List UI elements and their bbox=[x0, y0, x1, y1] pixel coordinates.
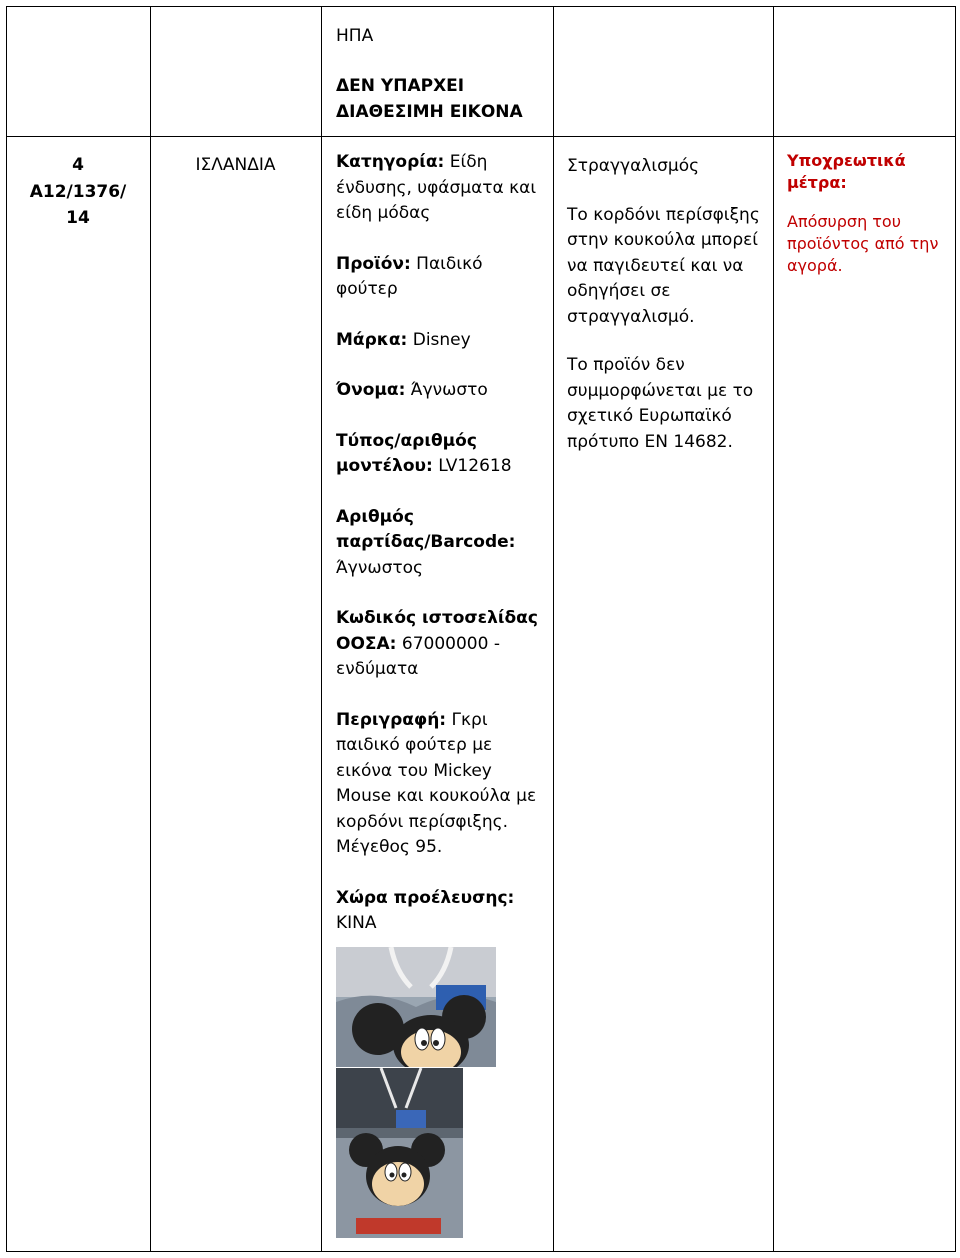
category-field bbox=[336, 150, 546, 227]
batch-field bbox=[336, 505, 546, 582]
batch-value: Άγνωστος bbox=[336, 557, 423, 578]
name-value: Άγνωστο bbox=[410, 380, 488, 400]
product-label: Προϊόν: bbox=[336, 253, 411, 274]
column-divider bbox=[773, 6, 774, 1252]
origin-value: ΚΙΝΑ bbox=[336, 913, 377, 933]
origin-label: Χώρα προέλευσης: bbox=[336, 887, 515, 908]
model-field bbox=[336, 429, 546, 480]
measures-value: Απόσυρση του προϊόντος από την αγορά. bbox=[787, 212, 939, 275]
table-border-bottom bbox=[6, 1251, 956, 1252]
entry-reference-line2: 14 bbox=[66, 208, 90, 228]
no-image-notice-line1: ΔΕΝ ΥΠΑΡΧΕΙ bbox=[336, 76, 465, 96]
product-photo-front bbox=[336, 1068, 463, 1238]
brand-value: Disney bbox=[412, 329, 471, 350]
model-value: LV12618 bbox=[438, 456, 512, 476]
row-divider bbox=[6, 136, 956, 137]
top-row-country: ΗΠΑ bbox=[336, 26, 374, 46]
measures-section bbox=[787, 150, 949, 277]
brand-label: Μάρκα: bbox=[336, 329, 408, 350]
category-label: Κατηγορία: bbox=[336, 152, 445, 172]
batch-label: Αριθμός παρτίδας/Barcode: bbox=[336, 506, 516, 552]
category-value: Είδη ένδυσης, υφάσματα και είδη μόδας bbox=[336, 152, 537, 223]
column-divider bbox=[553, 6, 554, 1252]
name-field bbox=[336, 378, 546, 404]
origin-field bbox=[336, 886, 546, 937]
table-border-right bbox=[955, 6, 956, 1252]
risk-detail: Το κορδόνι περίσφιξης στην κουκούλα μπορεί να παγιδευτεί και να οδηγήσει σε στραγγαλισμό. bbox=[567, 204, 760, 327]
no-image-notice-line2: ΔΙΑΘΕΣΙΜΗ ΕΙΚΟΝΑ bbox=[336, 102, 523, 122]
column-divider bbox=[321, 6, 322, 1252]
product-field bbox=[336, 252, 546, 303]
table-border-top bbox=[6, 6, 956, 7]
photo-hood-drawing bbox=[336, 947, 496, 1067]
product-value: Παιδικό φούτερ bbox=[336, 253, 483, 299]
oecd-field bbox=[336, 606, 546, 683]
risk-section bbox=[567, 154, 763, 455]
oecd-value: 67000000 - ενδύματα bbox=[336, 633, 500, 679]
brand-field bbox=[336, 328, 546, 354]
risk-type: Στραγγαλισμός bbox=[567, 156, 700, 176]
entry-number: 4 bbox=[72, 155, 84, 175]
measures-label: Υποχρεωτικά μέτρα: bbox=[787, 151, 906, 192]
column-divider bbox=[150, 6, 151, 1252]
entry-reference-line1: A12/1376/ bbox=[29, 182, 127, 202]
description-value: Γκρι παιδικό φούτερ με εικόνα του Mickey Mouse και κουκούλα με κορδόνι περίσφιξης. Μέγεθος 95. bbox=[336, 709, 537, 857]
model-label: Τύπος/αριθμός μοντέλου: bbox=[336, 430, 477, 476]
notifying-country: ΙΣΛΑΝΔΙΑ bbox=[195, 155, 276, 175]
photo-front-drawing bbox=[336, 1068, 463, 1238]
description-label: Περιγραφή: bbox=[336, 709, 447, 730]
description-field bbox=[336, 708, 546, 861]
product-photo-hood bbox=[336, 947, 496, 1067]
oecd-label: Κωδικός ιστοσελίδας ΟΟΣΑ: bbox=[336, 608, 538, 654]
name-label: Όνομα: bbox=[336, 380, 406, 400]
product-details bbox=[336, 150, 546, 937]
risk-standard: Το προϊόν δεν συμμορφώνεται με το σχετικό Ευρωπαϊκό πρότυπο EN 14682. bbox=[567, 355, 754, 452]
